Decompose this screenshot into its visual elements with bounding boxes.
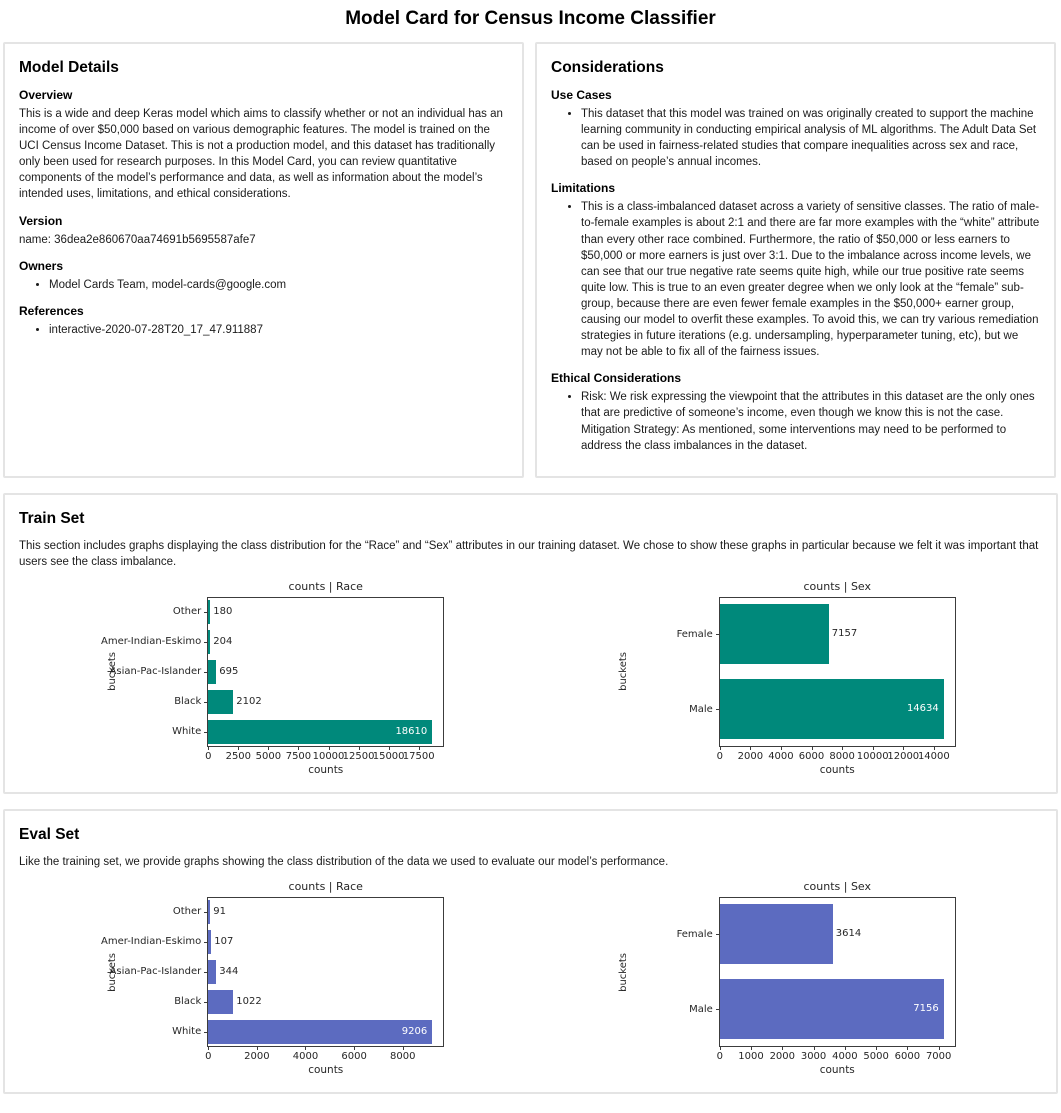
bar-value-label: 18610 <box>395 725 428 737</box>
bar-value-label: 14634 <box>906 703 939 715</box>
x-axis-tick-label: 0 <box>205 750 212 762</box>
considerations-title: Considerations <box>551 59 664 76</box>
page-title: Model Card for Census Income Classifier <box>345 8 716 29</box>
x-axis-tick-mark <box>354 1047 355 1050</box>
y-axis-tick-mark <box>204 732 208 733</box>
category-tick-label: Asian-Pac-Islander <box>109 666 202 678</box>
model-details-card <box>3 42 524 478</box>
bar <box>208 900 210 924</box>
x-axis-tick-mark <box>359 747 360 750</box>
eval-set-row <box>3 809 1058 1094</box>
limitations-list <box>551 199 1040 360</box>
overview-text: This is a wide and deep Keras model which aims to classify whether or not an individual has an income of over $50,000 based on various demographic features. The model is trained on the UCI Census Income Dataset. This is not a production model, and this dataset has traditionally only been used for research purposes. In this Model Card, you can review quantitative components of the model’s performance and data, as well as information about the model’s intended uses, limitations, and ethical considerations. <box>19 108 503 201</box>
x-axis-tick-mark <box>208 747 209 750</box>
eval-race-chart-col <box>19 880 531 1078</box>
x-axis-tick-label: 5000 <box>863 1050 889 1062</box>
bar-value-label: 3614 <box>835 928 862 940</box>
owners-list <box>19 277 508 293</box>
y-axis-tick-mark <box>716 634 720 635</box>
bar-value-label: 2102 <box>236 695 262 707</box>
x-axis-tick-mark <box>782 1047 783 1050</box>
chart-title: counts | Race <box>288 579 363 593</box>
category-labels <box>631 597 719 747</box>
bar-value-label: 344 <box>219 965 239 977</box>
y-axis-tick-mark <box>204 612 208 613</box>
x-axis-tick-label: 5000 <box>255 750 282 762</box>
owner-item: • Model Cards Team, model-cards@google.com <box>49 277 508 293</box>
references-heading: References <box>19 303 84 318</box>
chart-title: counts | Race <box>288 879 363 893</box>
train-set-description: This section includes graphs displaying the class distribution for the “Race” and “Sex” attributes in our training dataset. We chose to show these graphs in particular because we felt it was important that users see the class imbalance. <box>19 539 1039 568</box>
x-axis-tick-label: 17500 <box>402 750 435 762</box>
x-axis-tick-label: 10000 <box>856 750 889 762</box>
x-axis-tick-mark <box>720 747 721 750</box>
category-tick-label: Black <box>174 996 202 1008</box>
x-axis-tick-label: 6000 <box>798 750 825 762</box>
train-charts-row <box>19 580 1042 778</box>
bar <box>720 904 833 964</box>
bar <box>208 690 233 714</box>
x-axis-tick-label: 6000 <box>894 1050 921 1062</box>
x-axis-tick-mark <box>873 747 874 750</box>
x-axis-tick-mark <box>208 1047 209 1050</box>
x-axis-tick-mark <box>720 1047 721 1050</box>
train-sex-chart <box>617 580 956 778</box>
x-axis-tick-mark <box>419 747 420 750</box>
x-axis-tick-label: 8000 <box>829 750 855 762</box>
x-axis-tick-mark <box>814 1047 815 1050</box>
references-list <box>19 322 508 338</box>
x-axis-ticks <box>716 747 956 764</box>
y-axis-tick-mark <box>204 642 208 643</box>
x-axis-tick-mark <box>750 747 751 750</box>
y-axis-label-text: buckets <box>618 652 630 692</box>
category-tick-label: Male <box>689 1003 713 1015</box>
use-case-item: • This dataset that this model was trained on was originally created to support the machine learning community in conducting empirical analysis of ML algorithms. The Adult Data Set can be used in fairness-related studies that compare inequalities across sex and race, based on people’s annual incomes. <box>581 106 1040 170</box>
x-axis-tick-label: 3000 <box>800 1050 827 1062</box>
ethical-consideration-item <box>581 389 1040 453</box>
x-axis-label: counts <box>308 1063 344 1076</box>
train-set-row <box>3 493 1058 794</box>
train-race-chart-col <box>19 580 531 778</box>
plot-area <box>207 597 444 747</box>
y-axis-label-text: buckets <box>106 952 118 992</box>
bar-value-label: 204 <box>213 635 233 647</box>
y-axis-tick-mark <box>716 934 720 935</box>
reference-item: • interactive-2020-07-28T20_17_47.911887 <box>49 322 508 338</box>
bar <box>720 604 829 664</box>
x-axis-tick-label: 7000 <box>925 1050 952 1062</box>
y-axis-tick-mark <box>204 912 208 913</box>
x-axis-ticks <box>207 747 444 764</box>
category-tick-label: Other <box>172 606 202 618</box>
category-tick-label: Female <box>676 628 713 640</box>
bar-value-label: 695 <box>219 665 239 677</box>
plot-area <box>207 897 444 1047</box>
x-axis-tick-mark <box>934 747 935 750</box>
considerations-card <box>535 42 1056 478</box>
bar <box>208 990 233 1014</box>
ethical-risk-line: Risk: We risk expressing the viewpoint that the attributes in this dataset are the only ones that are predictive of someone’s income, even though we know this is not the case. <box>581 391 1035 420</box>
eval-set-card <box>3 809 1058 1094</box>
x-axis-tick-label: 4000 <box>292 1050 319 1062</box>
x-axis-tick-label: 10000 <box>312 750 345 762</box>
x-axis-tick-mark <box>268 747 269 750</box>
eval-set-description: Like the training set, we provide graphs showing the class distribution of the data we used to evaluate our model’s performance. <box>19 855 669 868</box>
y-axis-tick-mark <box>716 709 720 710</box>
y-axis-tick-mark <box>716 1009 720 1010</box>
bar <box>208 630 210 654</box>
y-axis-tick-mark <box>204 942 208 943</box>
y-axis-label-text: buckets <box>618 952 630 992</box>
chart-title: counts | Sex <box>803 579 872 593</box>
x-axis-tick-label: 4000 <box>768 750 794 762</box>
x-axis-tick-label: 0 <box>716 750 723 762</box>
use-cases-heading: Use Cases <box>551 88 612 102</box>
y-axis-tick-mark <box>204 1032 208 1033</box>
x-axis-tick-mark <box>238 747 239 750</box>
y-axis-label <box>105 897 119 1047</box>
x-axis-tick-mark <box>845 1047 846 1050</box>
x-axis-tick-label: 14000 <box>917 750 950 762</box>
model-details-title: Model Details <box>19 59 119 76</box>
ethical-mitigation-line: Mitigation Strategy: As mentioned, some interventions may need to be performed to address the class imbalances in the dataset. <box>581 423 1007 452</box>
category-tick-label: Male <box>689 703 713 715</box>
x-axis-tick-mark <box>389 747 390 750</box>
eval-sex-chart <box>617 880 956 1078</box>
limitation-item: • This is a class-imbalanced dataset across a variety of sensitive classes. The ratio of male-to-female examples is about 2:1 and there are far more examples with the “white” attribute than every other race combined. Furthermore, the ratio of $50,000 or less earners to $50,000 or more earners is just over 3:1. Due to the imbalance across income levels, we can see that our true negative rate seems quite high, while our true positive rate seems quite low. This is true to an even greater degree when we only look at the “female” sub-group, because there are even fewer female examples in the $50,000+ earner group, causing our model to overfit these examples. To avoid this, we can try various remediation strategies in future iterations (e.g. undersampling, hyperparameter tuning, etc), but we may not be able to fix all of the fairness issues. <box>581 199 1040 360</box>
use-cases-list <box>551 106 1040 170</box>
bar-value-label: 91 <box>213 905 226 917</box>
plot-area <box>719 897 956 1047</box>
category-tick-label: Asian-Pac-Islander <box>109 966 202 978</box>
y-axis-tick-mark <box>204 672 208 673</box>
bar <box>208 960 216 984</box>
category-tick-label: Black <box>174 696 202 708</box>
x-axis-tick-mark <box>939 1047 940 1050</box>
bar-value-label: 1022 <box>236 995 262 1007</box>
bar <box>208 930 211 954</box>
x-axis-tick-mark <box>403 1047 404 1050</box>
x-axis-tick-mark <box>842 747 843 750</box>
bar <box>208 1020 432 1044</box>
x-axis-label: counts <box>819 763 855 776</box>
eval-sex-chart-col <box>531 880 1043 1078</box>
bar-value-label: 180 <box>213 605 233 617</box>
x-axis-tick-mark <box>876 1047 877 1050</box>
y-axis-tick-mark <box>204 972 208 973</box>
eval-set-title: Eval Set <box>19 825 80 843</box>
bar-value-label: 9206 <box>401 1025 428 1037</box>
x-axis-tick-mark <box>305 1047 306 1050</box>
x-axis-tick-mark <box>257 1047 258 1050</box>
y-axis-tick-mark <box>204 1002 208 1003</box>
x-axis-tick-label: 2000 <box>769 1050 796 1062</box>
x-axis-tick-mark <box>329 747 330 750</box>
x-axis-tick-label: 2500 <box>225 750 252 762</box>
version-text: name: 36dea2e860670aa74691b5695587afe7 <box>19 233 256 246</box>
overview-heading: Overview <box>19 88 73 102</box>
train-sex-chart-col <box>531 580 1043 778</box>
train-set-card <box>3 493 1058 794</box>
chart-title: counts | Sex <box>803 879 872 893</box>
ethical-considerations-heading: Ethical Considerations <box>551 371 682 386</box>
x-axis-tick-label: 12500 <box>342 750 375 762</box>
x-axis-tick-mark <box>298 747 299 750</box>
y-axis-tick-mark <box>204 702 208 703</box>
x-axis-tick-label: 0 <box>716 1050 723 1062</box>
category-tick-label: Female <box>676 928 713 940</box>
train-set-title: Train Set <box>19 509 85 527</box>
category-tick-label: White <box>172 726 202 738</box>
bar <box>208 600 210 624</box>
bar-value-label: 7157 <box>831 628 858 640</box>
x-axis-tick-label: 12000 <box>887 750 920 762</box>
bar <box>208 660 216 684</box>
category-tick-label: White <box>172 1026 202 1038</box>
category-tick-label: Amer-Indian-Eskimo <box>100 636 202 648</box>
x-axis-tick-label: 2000 <box>244 1050 270 1062</box>
y-axis-label <box>105 597 119 747</box>
x-axis-label: counts <box>819 1063 855 1076</box>
x-axis-tick-label: 0 <box>205 1050 212 1062</box>
x-axis-tick-label: 7500 <box>285 750 312 762</box>
x-axis-tick-label: 2000 <box>737 750 764 762</box>
x-axis-ticks <box>716 1047 956 1064</box>
top-row <box>3 42 1058 478</box>
x-axis-tick-label: 6000 <box>341 1050 367 1062</box>
x-axis-tick-label: 4000 <box>832 1050 858 1062</box>
y-axis-label <box>617 597 631 747</box>
ethical-considerations-list <box>551 389 1040 453</box>
y-axis-label-text: buckets <box>106 652 118 692</box>
eval-race-chart <box>100 879 444 1078</box>
x-axis-tick-mark <box>907 1047 908 1050</box>
bar-value-label: 7156 <box>913 1003 939 1015</box>
y-axis-label <box>617 897 631 1047</box>
bar <box>720 979 944 1039</box>
x-axis-tick-mark <box>812 747 813 750</box>
x-axis-label: counts <box>308 763 344 776</box>
x-axis-tick-label: 15000 <box>372 750 405 762</box>
train-race-chart <box>100 579 444 778</box>
x-axis-ticks <box>207 1047 444 1064</box>
x-axis-tick-mark <box>751 1047 752 1050</box>
category-tick-label: Amer-Indian-Eskimo <box>100 936 202 948</box>
category-labels <box>631 897 719 1047</box>
x-axis-tick-label: 1000 <box>738 1050 764 1062</box>
x-axis-tick-label: 8000 <box>390 1050 416 1062</box>
plot-area <box>719 597 956 747</box>
version-heading: Version <box>19 213 63 228</box>
category-tick-label: Other <box>172 906 202 918</box>
owners-heading: Owners <box>19 258 64 273</box>
eval-charts-row <box>19 880 1042 1078</box>
bar-value-label: 107 <box>214 935 234 947</box>
limitations-heading: Limitations <box>551 181 616 196</box>
x-axis-tick-mark <box>781 747 782 750</box>
x-axis-tick-mark <box>903 747 904 750</box>
